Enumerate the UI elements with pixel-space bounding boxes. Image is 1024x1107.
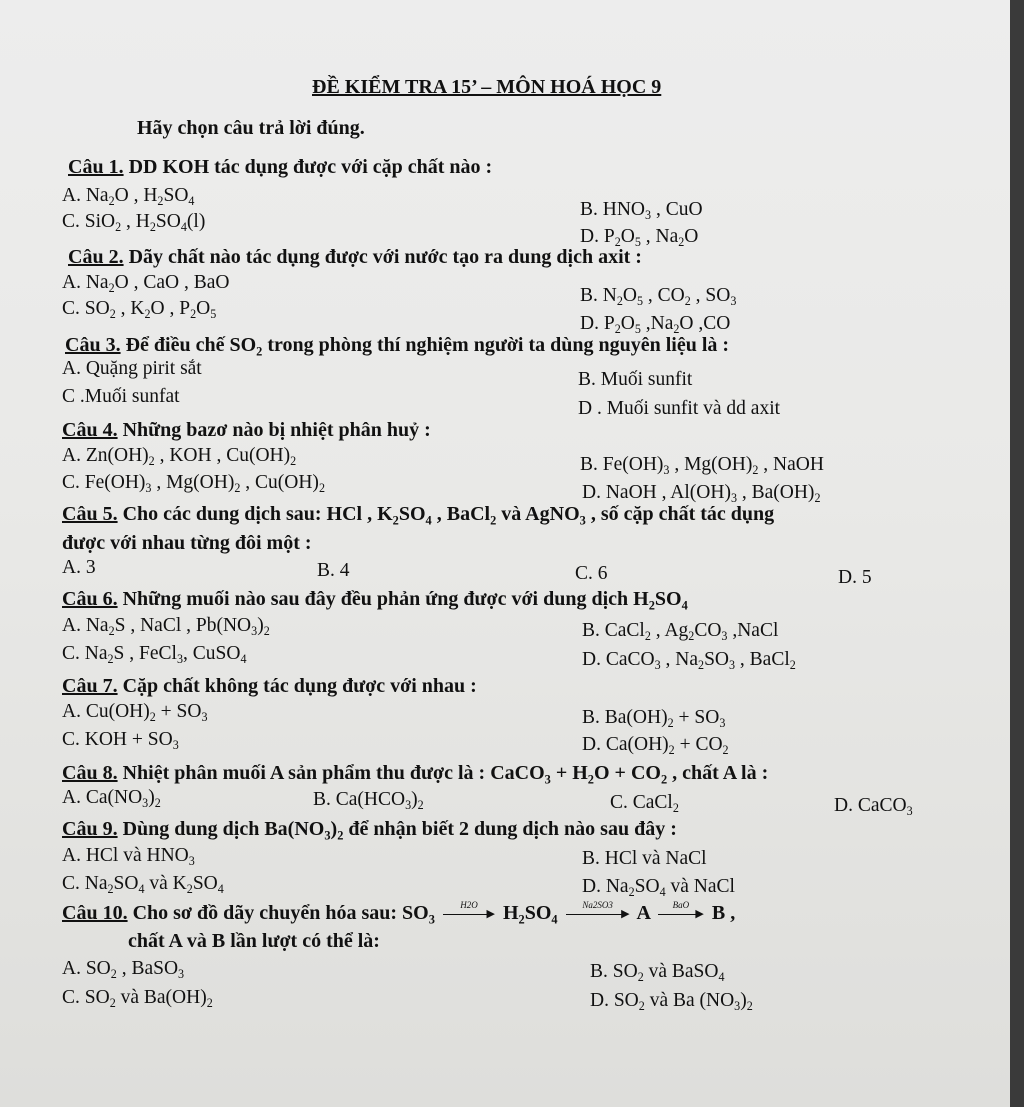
question-number: Câu 2. — [68, 246, 124, 268]
arrow-head-icon: ▶ — [486, 908, 495, 921]
question-number: Câu 5. — [62, 503, 118, 525]
option-c[interactable]: C. CaCl$_2$ — [610, 792, 679, 816]
question-text: Dãy chất nào tác dụng được với nước tạo ra dung dịch axit : — [123, 246, 642, 268]
intermediate-product: $H_2SO_4$ — [502, 902, 558, 927]
option-a[interactable]: A. $Na_2S$ , NaCl , $Pb(NO_3)_2$ — [62, 615, 270, 639]
option-b[interactable]: B. $N_2O_5$ , $CO_2$ , $SO_3$ — [580, 285, 737, 309]
option-b[interactable]: B. $Ca(HCO_3)_2$ — [313, 789, 424, 813]
option-b[interactable]: B. Muối sunfit — [578, 369, 693, 390]
option-b[interactable]: B. $HNO_3$ , CuO — [580, 199, 703, 223]
question-text: Những bazơ nào bị nhiệt phân huỷ : — [117, 419, 431, 441]
substance-a: A — [636, 902, 650, 924]
question-4 — [62, 419, 431, 442]
question-10 — [62, 902, 735, 925]
arrow-reagent-label: H2O — [460, 900, 478, 911]
question-number: Câu 6. — [62, 588, 118, 610]
question-number: Câu 9. — [62, 818, 118, 840]
option-c[interactable]: C. SiO$_2$ , $H_2SO_4(l)$ — [62, 211, 206, 235]
question-5-continued: được với nhau từng đôi một : — [62, 532, 312, 554]
question-6 — [62, 588, 688, 611]
question-number: Câu 1. — [68, 156, 124, 178]
option-d[interactable]: D. $P_2O_5$ , $Na_2O$ — [580, 226, 699, 250]
question-1 — [68, 156, 492, 179]
arrow-head-icon: ▶ — [695, 908, 704, 921]
question-text: Cho sơ đồ dãy chuyển hóa sau: $SO_3$ — [127, 902, 435, 927]
background-edge — [1010, 0, 1024, 1107]
option-a[interactable]: A. $Ca(NO_3)_2$ — [62, 787, 161, 811]
arrow-head-icon: ▶ — [621, 908, 630, 921]
option-d[interactable]: D. $Ca(OH)_2 + CO_2$ — [582, 734, 729, 758]
option-c[interactable]: C. 6 — [575, 563, 608, 584]
option-d[interactable]: D. CaCO$_3$ — [834, 795, 913, 819]
option-d[interactable]: D. NaOH , $Al(OH)_3$ , $Ba(OH)_2$ — [582, 482, 821, 506]
arrow-reagent-label: Na2SO3 — [582, 900, 613, 911]
question-number: Câu 4. — [62, 419, 118, 441]
option-c[interactable]: C. $Na_2SO_4$ và $K_2SO_4$ — [62, 873, 224, 897]
question-text: Cặp chất không tác dụng được với nhau : — [117, 675, 477, 697]
reaction-arrow — [443, 900, 495, 921]
question-10-continued: chất A và B lần lượt có thể là: — [128, 930, 380, 952]
instruction: Hãy chọn câu trả lời đúng. — [137, 117, 365, 139]
option-d[interactable]: D. $Na_2SO_4$ và NaCl — [582, 876, 735, 900]
option-c[interactable]: C. KOH + $SO_3$ — [62, 729, 179, 753]
option-c[interactable]: C. $SO_2$ và $Ba(OH)_2$ — [62, 987, 213, 1011]
question-text: Nhiệt phân muối A sản phẩm thu được là : CaCO$_3$ + $H_2O + CO_2$ , chất A là : — [117, 762, 769, 787]
option-b[interactable]: B. HCl và NaCl — [582, 848, 707, 869]
question-7 — [62, 675, 477, 698]
option-a[interactable]: A. $SO_2$ , BaSO$_3$ — [62, 958, 185, 982]
substance-b: B , — [711, 902, 736, 924]
question-3 — [65, 334, 729, 357]
option-c[interactable]: C. $Fe(OH)_3$ , $Mg(OH)_2$ , $Cu(OH)_2$ — [62, 472, 325, 496]
option-a[interactable]: A. Quặng pirit sắt — [62, 358, 202, 379]
option-a[interactable]: A. $Cu(OH)_2 + SO_3$ — [62, 701, 208, 725]
reaction-arrow — [566, 900, 630, 921]
option-a[interactable]: A. 3 — [62, 557, 96, 578]
option-a[interactable]: A. HCl và $HNO_3$ — [62, 845, 195, 869]
option-c[interactable]: C .Muối sunfat — [62, 386, 180, 407]
question-5 — [62, 503, 774, 526]
option-b[interactable]: B. 4 — [317, 560, 350, 581]
option-c[interactable]: C. $Na_2S$ , FeCl$_3$, CuSO$_4$ — [62, 643, 247, 667]
option-b[interactable]: B. $SO_2$ và BaSO$_4$ — [590, 961, 725, 985]
option-d[interactable]: D. CaCO$_3$ , $Na_2SO_3$ , BaCl$_2$ — [582, 649, 796, 673]
question-8 — [62, 762, 768, 785]
question-number: Câu 3. — [65, 334, 121, 356]
reaction-arrow — [658, 900, 704, 921]
arrow-reagent-label: BaO — [672, 900, 690, 911]
question-text: Dùng dung dịch $Ba(NO_3)_2$ để nhận biết 2 dung dịch nào sau đây : — [117, 818, 677, 843]
question-text: Những muối nào sau đây đều phản ứng được với dung dịch $H_2SO_4$ — [117, 588, 688, 613]
question-text: DD KOH tác dụng được với cặp chất nào : — [123, 156, 493, 178]
option-b[interactable]: B. $Ba(OH)_2 + SO_3$ — [582, 707, 726, 731]
option-a[interactable]: A. $Na_2O$ , $H_2SO_4$ — [62, 185, 195, 209]
option-d[interactable]: D. $P_2O_5$ $,Na_2O$ ,CO — [580, 313, 731, 337]
option-b[interactable]: B. $Fe(OH)_3$ , $Mg(OH)_2$ , NaOH — [580, 454, 824, 478]
question-number: Câu 10. — [62, 902, 128, 924]
option-d[interactable]: D. 5 — [838, 567, 872, 588]
question-number: Câu 7. — [62, 675, 118, 697]
question-text: Cho các dung dịch sau: HCl , $K_2SO_4$ , BaCl$_2$ và AgNO$_3$ , số cặp chất tác dụng — [117, 503, 775, 528]
option-d[interactable]: D. $SO_2$ và Ba $(NO_3)_2$ — [590, 990, 753, 1014]
question-number: Câu 8. — [62, 762, 118, 784]
question-2 — [68, 246, 642, 269]
question-9 — [62, 818, 677, 841]
option-d[interactable]: D . Muối sunfit và dd axit — [578, 398, 781, 419]
option-a[interactable]: A. $Na_2O$ , CaO , BaO — [62, 272, 230, 296]
question-text: Để điều chế $SO_2$ trong phòng thí nghiệm người ta dùng nguyên liệu là : — [120, 334, 730, 359]
option-a[interactable]: A. $Zn(OH)_2$ , KOH , $Cu(OH)_2$ — [62, 445, 297, 469]
option-b[interactable]: B. CaCl$_2$ , $Ag_2CO_3$ ,NaCl — [582, 620, 779, 644]
option-c[interactable]: C. $SO_2$ , $K_2O$ , $P_2O_5$ — [62, 298, 217, 322]
exam-title: ĐỀ KIỂM TRA 15’ – MÔN HOÁ HỌC 9 — [312, 76, 662, 98]
